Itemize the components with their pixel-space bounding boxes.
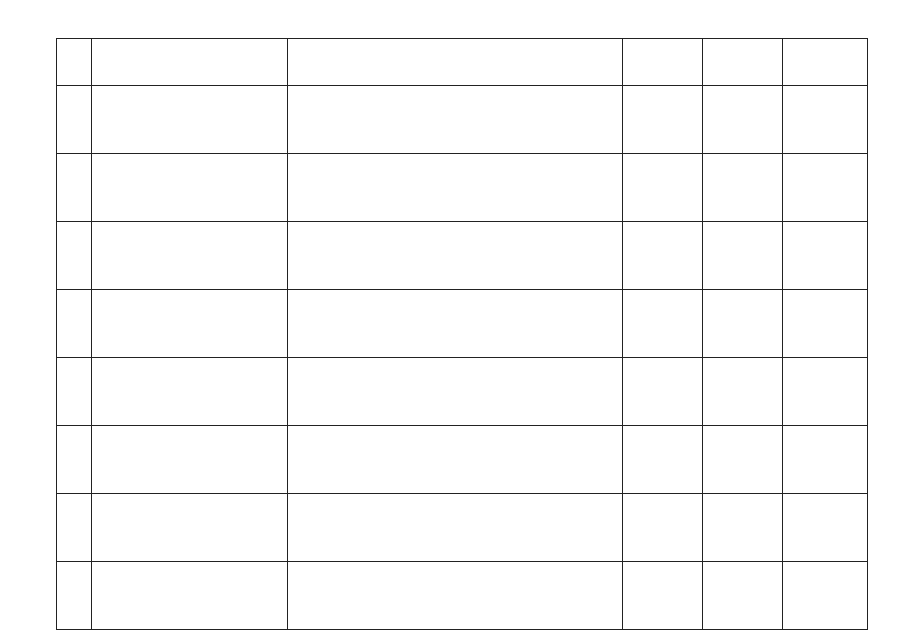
row-number-cell <box>57 222 92 290</box>
repair-register-table <box>56 38 868 630</box>
table-row <box>57 562 868 630</box>
area-cell <box>623 222 703 290</box>
area-cell <box>623 39 703 86</box>
address-cell <box>92 562 288 630</box>
table-row <box>57 494 868 562</box>
area-cell <box>623 494 703 562</box>
work-description-cell <box>288 426 623 494</box>
repair-year-cell <box>703 39 783 86</box>
area-cell <box>623 426 703 494</box>
row-number-cell <box>57 562 92 630</box>
repair-year-cell <box>703 562 783 630</box>
repair-year-cell <box>703 494 783 562</box>
repair-year-cell <box>703 222 783 290</box>
construction-year-cell <box>783 222 868 290</box>
work-description-cell <box>288 358 623 426</box>
work-description-cell <box>288 86 623 154</box>
repair-year-cell <box>703 86 783 154</box>
address-cell <box>92 494 288 562</box>
work-description-cell <box>288 222 623 290</box>
table-row <box>57 222 868 290</box>
row-number-cell <box>57 86 92 154</box>
row-number-cell <box>57 358 92 426</box>
row-number-cell <box>57 494 92 562</box>
address-cell <box>92 426 288 494</box>
construction-year-cell <box>783 426 868 494</box>
repair-year-cell <box>703 290 783 358</box>
repair-year-cell <box>703 154 783 222</box>
table-row <box>57 86 868 154</box>
construction-year-cell <box>783 154 868 222</box>
construction-year-cell <box>783 290 868 358</box>
construction-year-cell <box>783 86 868 154</box>
repair-year-cell <box>703 358 783 426</box>
area-cell <box>623 86 703 154</box>
area-cell <box>623 290 703 358</box>
address-cell <box>92 358 288 426</box>
address-cell <box>92 290 288 358</box>
area-cell <box>623 154 703 222</box>
repair-year-cell <box>703 426 783 494</box>
row-number-cell <box>57 426 92 494</box>
work-description-cell <box>288 39 623 86</box>
table-row <box>57 290 868 358</box>
work-description-cell <box>288 562 623 630</box>
address-cell <box>92 222 288 290</box>
address-cell <box>92 39 288 86</box>
row-number-cell <box>57 290 92 358</box>
table-row <box>57 358 868 426</box>
area-cell <box>623 358 703 426</box>
row-number-cell <box>57 39 92 86</box>
address-cell <box>92 86 288 154</box>
work-description-cell <box>288 154 623 222</box>
row-number-cell <box>57 154 92 222</box>
construction-year-cell <box>783 562 868 630</box>
construction-year-cell <box>783 39 868 86</box>
construction-year-cell <box>783 358 868 426</box>
area-cell <box>623 562 703 630</box>
address-cell <box>92 154 288 222</box>
table-row <box>57 154 868 222</box>
work-description-cell <box>288 494 623 562</box>
table-row <box>57 426 868 494</box>
construction-year-cell <box>783 494 868 562</box>
work-description-cell <box>288 290 623 358</box>
table-row-continued <box>57 39 868 86</box>
